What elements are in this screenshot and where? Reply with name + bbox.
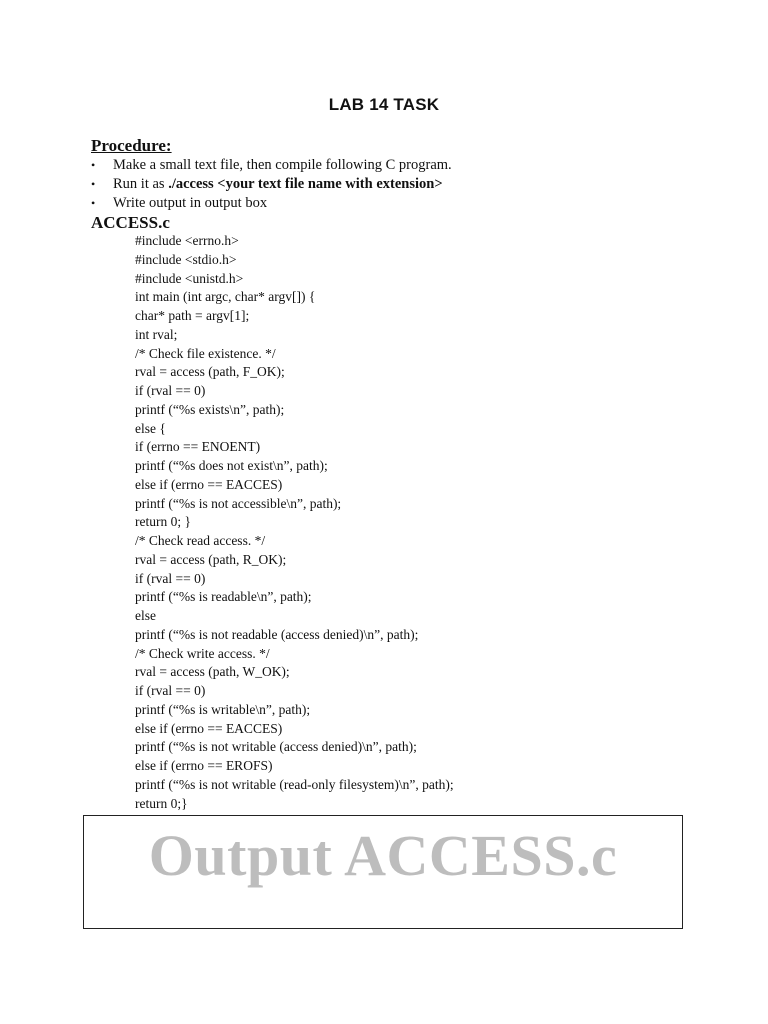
code-line: /* Check read access. */ xyxy=(135,533,266,548)
code-line: else xyxy=(135,608,156,623)
code-line: char* path = argv[1]; xyxy=(135,308,250,323)
code-line: printf (“%s is not readable (access denied)\n”, path); xyxy=(135,626,419,642)
code-line: printf (“%s is not accessible\n”, path); xyxy=(135,495,342,511)
procedure-step xyxy=(91,156,452,175)
code-line: int rval; xyxy=(135,326,178,342)
code-line: printf (“%s is not writable (access denied)\n”, path); xyxy=(135,739,417,755)
step-text: Run it as xyxy=(113,176,169,192)
code-line: #include <errno.h> xyxy=(135,233,239,248)
code-listing xyxy=(135,232,454,813)
code-line: int main (int argc, char* argv[]) { xyxy=(135,289,316,305)
code-line: else if (errno == EACCES) xyxy=(135,720,283,736)
code-line: rval = access (path, R_OK); xyxy=(135,551,287,567)
code-line: else if (errno == EROFS) xyxy=(135,758,273,773)
code-line: else { xyxy=(135,420,166,436)
output-box xyxy=(83,815,683,929)
bullet-icon: • xyxy=(91,196,96,210)
code-line: printf (“%s does not exist\n”, path); xyxy=(135,458,328,473)
procedure-step xyxy=(91,194,452,213)
code-line: if (rval == 0) xyxy=(135,683,206,698)
procedure-steps xyxy=(91,156,452,213)
step-text: Write output in output box xyxy=(113,195,268,211)
code-line: return 0; } xyxy=(135,514,191,530)
bullet-icon: • xyxy=(91,177,96,191)
code-line: rval = access (path, F_OK); xyxy=(135,364,285,380)
code-line: printf (“%s is writable\n”, path); xyxy=(135,701,311,717)
page-title: LAB 14 TASK xyxy=(328,95,440,114)
code-line: return 0;} xyxy=(135,795,188,811)
step-text: Make a small text file, then compile following C program. xyxy=(113,157,452,173)
bullet-icon: • xyxy=(91,158,96,172)
access-heading: ACCESS.c xyxy=(91,213,170,232)
code-line: /* Check file existence. */ xyxy=(135,345,276,361)
code-line: /* Check write access. */ xyxy=(135,645,270,661)
code-line: #include <stdio.h> xyxy=(135,251,237,267)
code-line: rval = access (path, W_OK); xyxy=(135,664,290,680)
code-line: if (errno == ENOENT) xyxy=(135,439,261,455)
code-line: if (rval == 0) xyxy=(135,383,206,398)
procedure-heading: Procedure: xyxy=(91,136,172,155)
code-line: #include <unistd.h> xyxy=(135,270,244,286)
output-box-label: Output ACCESS.c xyxy=(148,823,618,888)
code-line: printf (“%s exists\n”, path); xyxy=(135,401,285,417)
step-command: ./access <your text file name with extension> xyxy=(168,176,443,192)
code-line: printf (“%s is readable\n”, path); xyxy=(135,589,312,605)
procedure-step xyxy=(91,175,452,194)
code-line: else if (errno == EACCES) xyxy=(135,476,283,492)
code-line: printf (“%s is not writable (read-only filesystem)\n”, path); xyxy=(135,776,454,792)
code-line: if (rval == 0) xyxy=(135,570,206,586)
